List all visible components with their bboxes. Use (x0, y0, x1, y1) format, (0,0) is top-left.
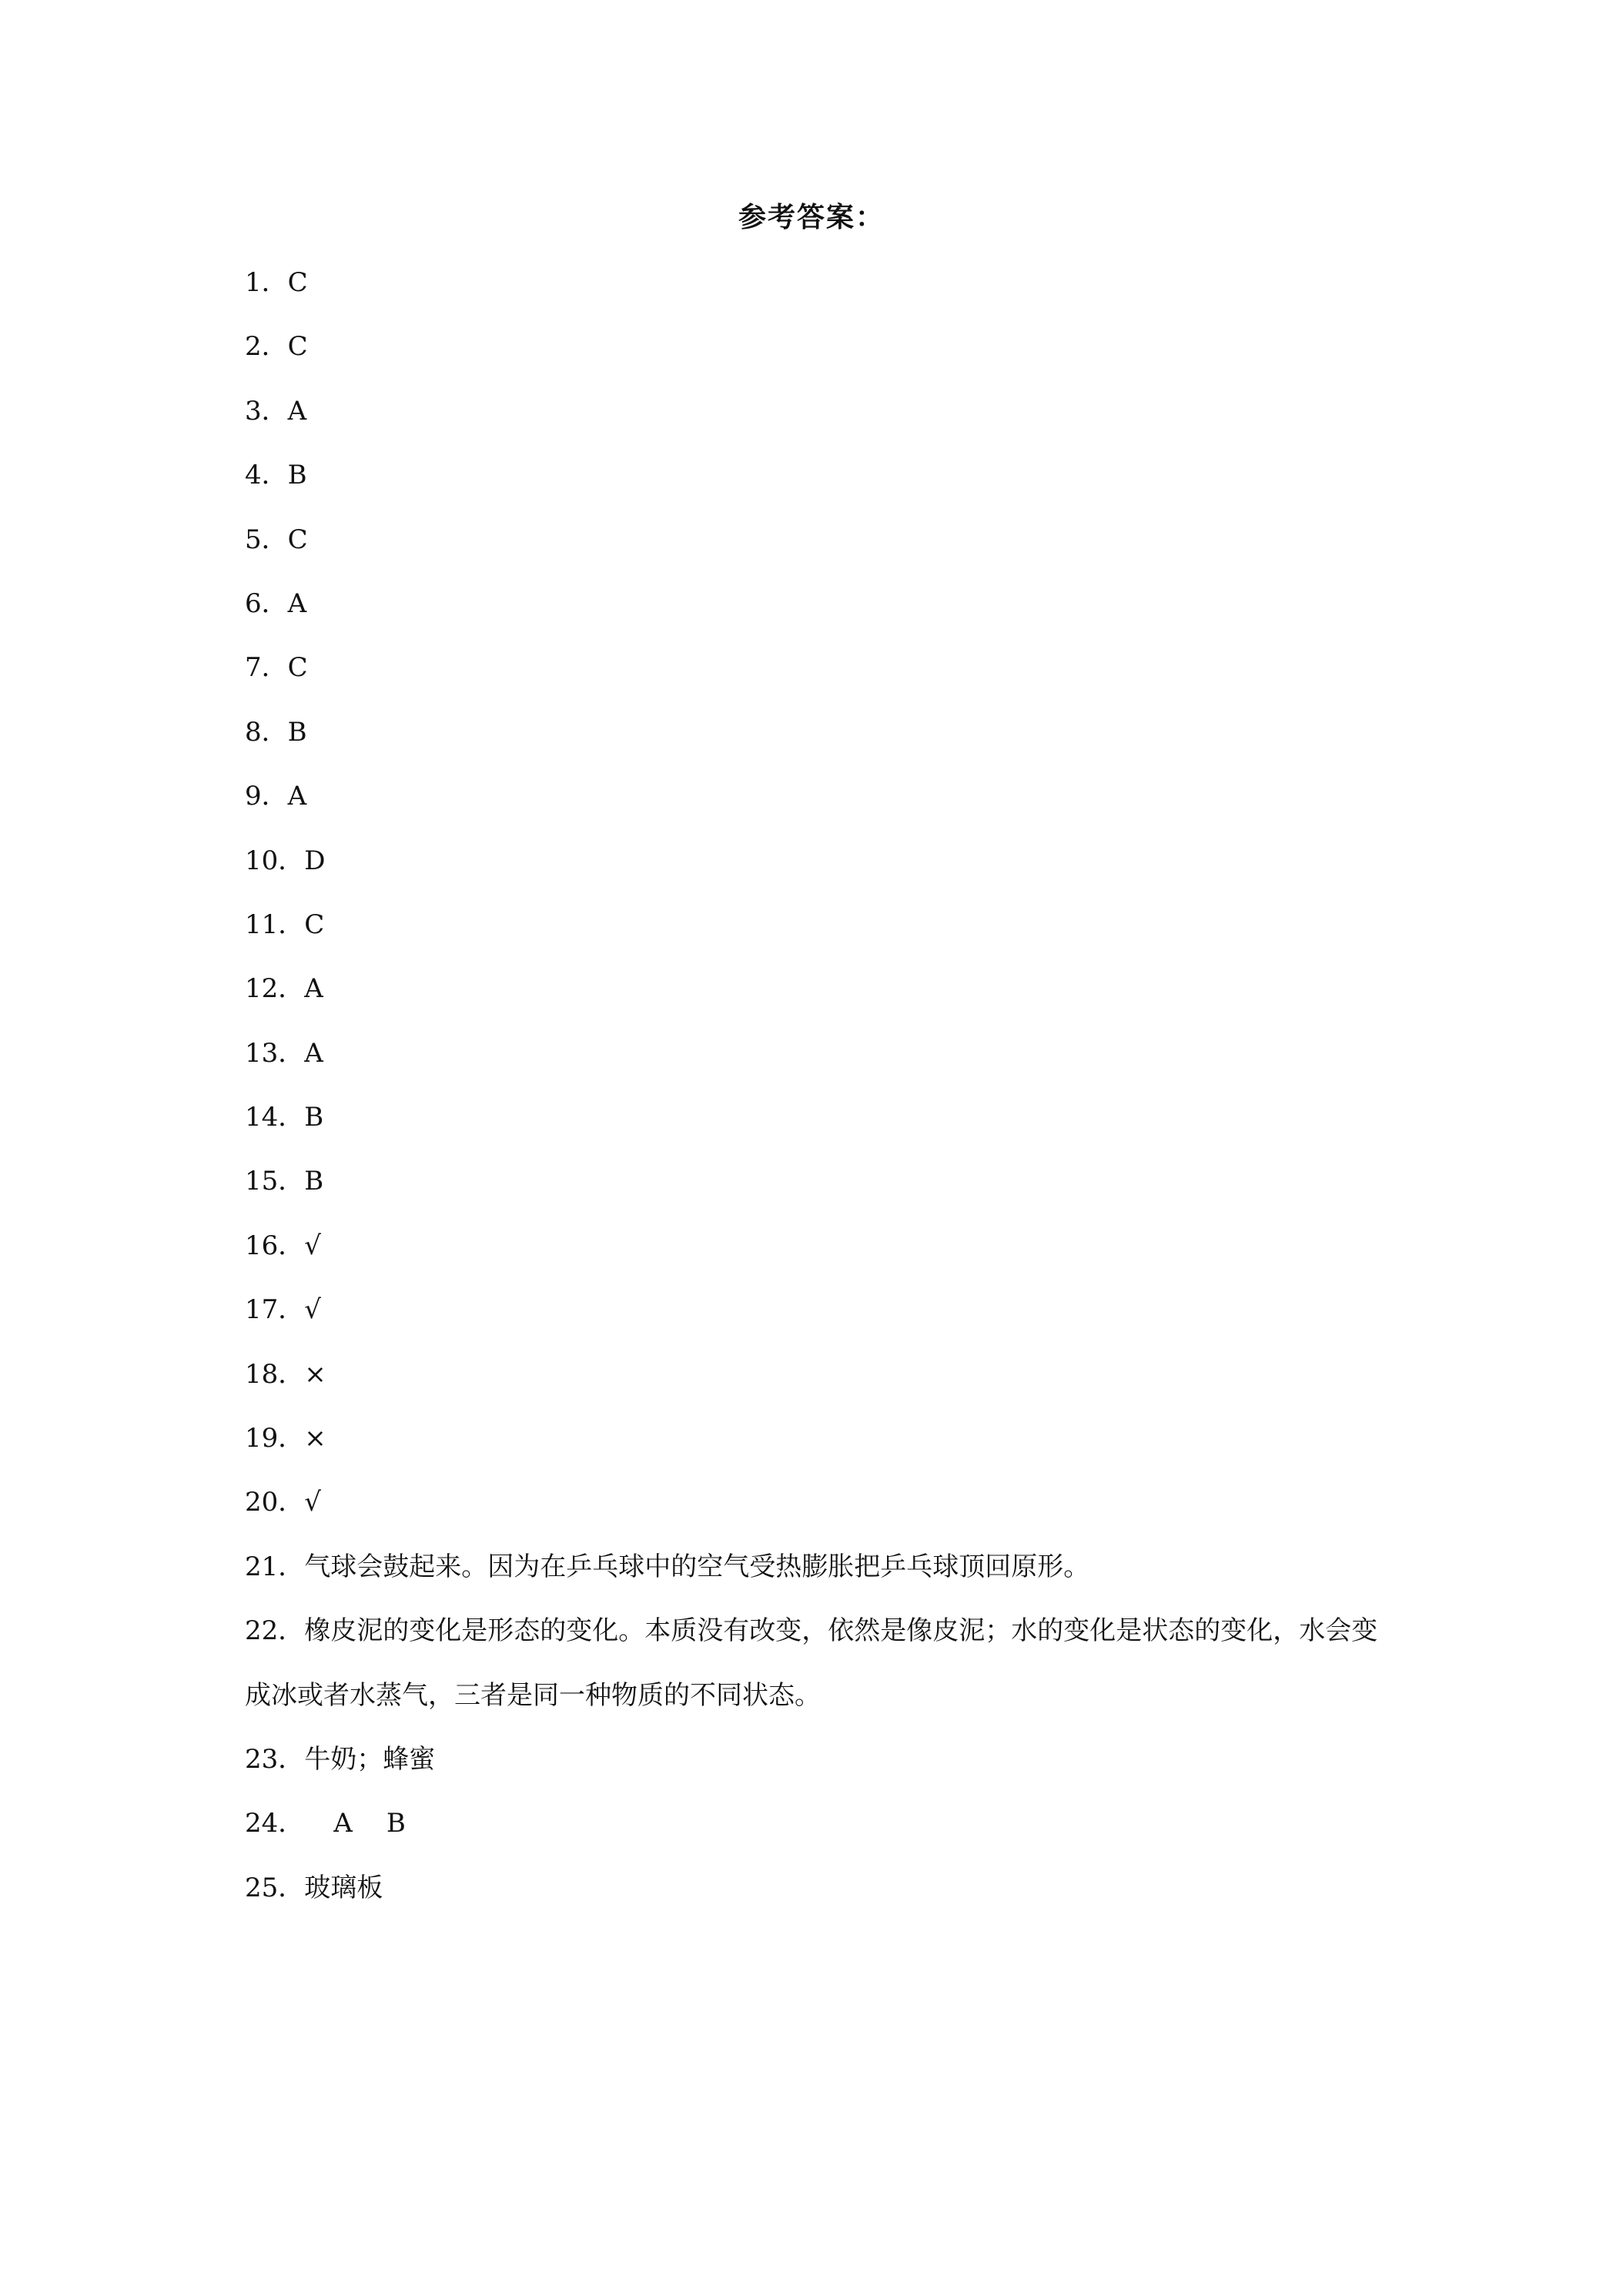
answer-item-14 (245, 1086, 1400, 1150)
answer-text: × (304, 1358, 326, 1390)
answer-text: B (304, 1102, 324, 1133)
answer-text: A (304, 1037, 323, 1069)
answer-text: √ (304, 1487, 321, 1518)
answer-number: 11． (245, 909, 305, 940)
answer-number: 25． (245, 1872, 305, 1903)
answer-number: 23． (245, 1744, 305, 1776)
answer-item-17 (245, 1278, 1400, 1342)
page-title: 参考答案： (738, 202, 885, 233)
answer-text: × (304, 1423, 326, 1454)
answer-number: 17． (245, 1294, 305, 1326)
answer-text: A (287, 395, 307, 427)
answer-number: 16． (245, 1230, 305, 1261)
answer-number: 2． (245, 331, 288, 363)
answer-text: √ (304, 1230, 321, 1261)
answer-item-11 (245, 893, 1400, 957)
answer-number: 5． (245, 524, 288, 555)
answer-number: 19． (245, 1423, 305, 1454)
answer-number: 9． (245, 781, 288, 812)
answer-number: 13． (245, 1037, 305, 1069)
answer-item-21 (245, 1535, 1400, 1599)
answer-number: 20． (245, 1487, 305, 1518)
answer-number: 3． (245, 395, 288, 427)
answer-text: A (287, 587, 307, 619)
answer-text: C (287, 524, 308, 555)
answer-number: 24． (245, 1808, 305, 1839)
answer-number: 10． (245, 845, 305, 876)
answer-item-15 (245, 1150, 1400, 1213)
answer-number: 6． (245, 587, 288, 619)
answer-text: C (304, 909, 325, 940)
answer-item-23 (245, 1728, 1400, 1792)
answer-item-25 (245, 1856, 1400, 1920)
answer-item-24 (245, 1792, 1400, 1856)
answer-text: C (287, 267, 308, 298)
answer-item-5 (245, 508, 1400, 572)
answer-text: C (287, 331, 308, 363)
answer-text: B (287, 460, 307, 491)
answer-text: B (287, 716, 307, 748)
answer-text: 玻璃板 (304, 1872, 383, 1903)
answer-text: √ (304, 1294, 321, 1326)
answer-item-8 (245, 701, 1400, 765)
answer-item-6 (245, 572, 1400, 636)
answer-item-3 (245, 380, 1400, 443)
answer-number: 15． (245, 1166, 305, 1197)
answer-number: 14． (245, 1102, 305, 1133)
answer-number: 12． (245, 973, 305, 1005)
answer-item-19 (245, 1407, 1400, 1471)
answer-item-12 (245, 957, 1400, 1021)
answer-text-b: B (386, 1808, 406, 1839)
answer-number: 8． (245, 716, 288, 748)
answer-item-16 (245, 1214, 1400, 1278)
answer-item-22 (245, 1599, 1400, 1728)
answer-item-7 (245, 636, 1400, 700)
answer-item-13 (245, 1022, 1400, 1086)
answer-text: 橡皮泥的变化是形态的变化。本质没有改变，依然是像皮泥；水的变化是状态的变化，水会变成冰或者水蒸气，三者是同一种物质的不同状态。 (245, 1615, 1378, 1711)
answer-number: 1． (245, 267, 288, 298)
answer-text: B (304, 1166, 324, 1197)
answer-number: 7． (245, 652, 288, 684)
answer-number: 18． (245, 1358, 305, 1390)
answer-list (245, 251, 1400, 1920)
answer-text: A (287, 781, 307, 812)
answer-text: 牛奶；蜂蜜 (304, 1744, 436, 1776)
answer-text: 气球会鼓起来。因为在乒乓球中的空气受热膨胀把乒乓球顶回原形。 (304, 1551, 1090, 1582)
answer-number: 4． (245, 460, 288, 491)
answer-item-10 (245, 829, 1400, 893)
answer-number: 21． (245, 1551, 305, 1582)
answer-item-18 (245, 1343, 1400, 1407)
answer-number: 22． (245, 1615, 305, 1647)
answer-item-20 (245, 1471, 1400, 1535)
answer-text-a: A (333, 1808, 353, 1839)
answer-item-9 (245, 765, 1400, 828)
answer-item-1 (245, 251, 1400, 315)
answer-text: D (304, 845, 326, 876)
answer-item-2 (245, 315, 1400, 379)
answer-text: C (287, 652, 308, 684)
answer-item-4 (245, 443, 1400, 507)
answer-text: A (304, 973, 323, 1005)
